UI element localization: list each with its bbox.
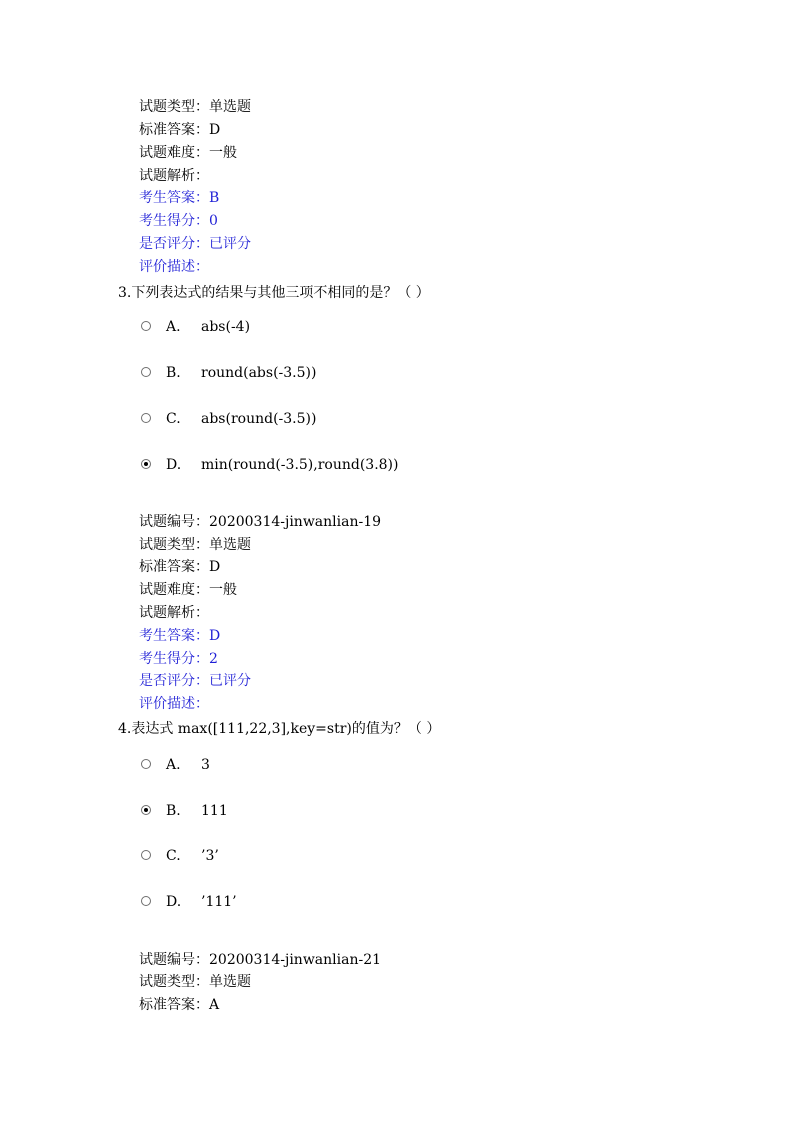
student-answer: 考生答案：B — [139, 190, 220, 206]
radio-button-icon[interactable] — [141, 850, 151, 860]
q3-option-b[interactable] — [141, 363, 317, 383]
radio-button-icon[interactable] — [141, 896, 151, 906]
option-text: ’3’ — [201, 848, 219, 864]
standard-answer: 标准答案：D — [139, 122, 221, 138]
option-letter: C. — [166, 848, 181, 864]
radio-button-checked-icon[interactable] — [141, 459, 151, 469]
q4-option-b[interactable] — [141, 801, 228, 821]
student-answer: 考生答案：D — [139, 628, 221, 644]
difficulty: 试题难度：一般 — [139, 582, 237, 598]
option-letter: B. — [166, 365, 181, 381]
question-id: 试题编号：20200314-jinwanlian-19 — [139, 514, 382, 530]
option-text: abs(-4) — [201, 319, 251, 335]
option-text: 3 — [201, 757, 210, 773]
student-score: 考生得分：2 — [139, 651, 218, 667]
q3-option-a[interactable] — [141, 317, 251, 337]
option-text: round(abs(-3.5)) — [201, 365, 317, 381]
analysis: 试题解析： — [139, 605, 209, 621]
analysis: 试题解析： — [139, 168, 209, 184]
radio-button-icon[interactable] — [141, 321, 151, 331]
option-letter: D. — [166, 894, 182, 910]
question-type: 试题类型：单选题 — [139, 974, 251, 990]
option-letter: A. — [166, 319, 181, 335]
graded-status: 是否评分：已评分 — [139, 673, 251, 689]
question-3-title: 3.下列表达式的结果与其他三项不相同的是？（ ） — [118, 285, 430, 301]
standard-answer: 标准答案：D — [139, 559, 221, 575]
question-id: 试题编号：20200314-jinwanlian-21 — [139, 952, 382, 968]
option-text: ’111’ — [201, 894, 237, 910]
option-letter: C. — [166, 411, 181, 427]
student-score: 考生得分：0 — [139, 213, 218, 229]
question-type: 试题类型：单选题 — [139, 99, 251, 115]
q4-option-c[interactable] — [141, 846, 219, 866]
option-letter: B. — [166, 803, 181, 819]
q3-option-c[interactable] — [141, 409, 317, 429]
question-4-title: 4.表达式 max([111,22,3],key=str)的值为？（ ） — [118, 721, 441, 737]
radio-button-checked-icon[interactable] — [141, 805, 151, 815]
radio-button-icon[interactable] — [141, 413, 151, 423]
difficulty: 试题难度：一般 — [139, 145, 237, 161]
question-type: 试题类型：单选题 — [139, 537, 251, 553]
option-text: 111 — [201, 803, 228, 819]
comment: 评价描述： — [139, 696, 209, 712]
option-text: min(round(-3.5),round(3.8)) — [201, 457, 399, 473]
q3-option-d[interactable] — [141, 455, 399, 475]
q4-option-d[interactable] — [141, 892, 237, 912]
radio-button-icon[interactable] — [141, 367, 151, 377]
option-letter: A. — [166, 757, 181, 773]
option-letter: D. — [166, 457, 182, 473]
radio-button-icon[interactable] — [141, 759, 151, 769]
comment: 评价描述： — [139, 259, 209, 275]
standard-answer: 标准答案：A — [139, 997, 220, 1013]
graded-status: 是否评分：已评分 — [139, 236, 251, 252]
option-text: abs(round(-3.5)) — [201, 411, 317, 427]
q4-option-a[interactable] — [141, 755, 210, 775]
